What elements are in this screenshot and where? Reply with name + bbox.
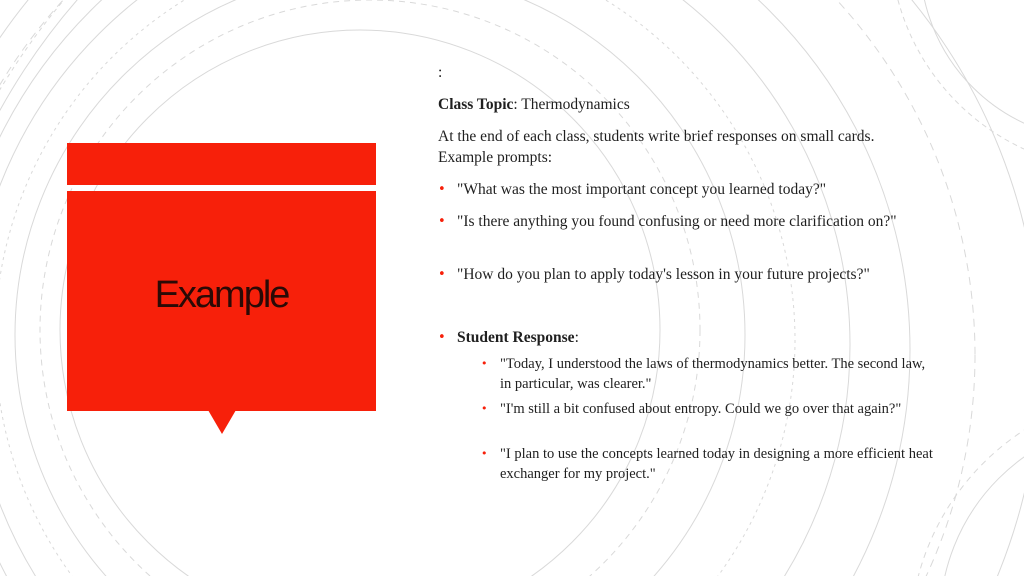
prompt-text: "How do you plan to apply today's lesson in your future projects?": [457, 266, 870, 283]
title-panel-pointer: [208, 410, 236, 434]
class-topic-value: Thermodynamics: [517, 96, 630, 113]
colon-mark: :: [438, 64, 443, 81]
accent-strip: [67, 143, 376, 185]
prompt-item: [438, 211, 937, 232]
bullet-icon: •: [481, 402, 488, 415]
class-topic-label: Class Topic: [438, 96, 514, 113]
prompt-text: "Is there anything you found confusing or need more clarification on?": [457, 213, 897, 230]
prompt-text: "What was the most important concept you learned today?": [457, 181, 827, 198]
bullet-icon: •: [438, 214, 446, 229]
bullet-icon: •: [438, 267, 446, 282]
student-response-separator: :: [574, 329, 579, 346]
student-response-heading: [438, 327, 967, 348]
bullet-icon: •: [438, 330, 446, 345]
bullet-icon: •: [481, 447, 488, 460]
bullet-icon: •: [438, 182, 446, 197]
slide-title: Example: [154, 274, 289, 316]
class-topic-separator: :: [513, 96, 518, 113]
prompt-item: [438, 179, 967, 200]
response-item: [481, 399, 925, 419]
intro-paragraph: At the end of each class, students write brief responses on small cards. Example prompts:: [438, 128, 875, 166]
prompt-item: [438, 264, 967, 285]
response-text: "Today, I understood the laws of thermodynamics better. The second law, in particular, was clearer.": [500, 356, 926, 392]
class-topic-line: [438, 94, 630, 115]
student-response-label: Student Response: [457, 329, 575, 346]
response-item: [481, 354, 940, 394]
bullet-icon: •: [481, 357, 488, 370]
response-text: "I plan to use the concepts learned today in designing a more efficient heat exchanger for my project.": [500, 446, 933, 482]
response-item: [481, 444, 940, 484]
response-text: "I'm still a bit confused about entropy. Could we go over that again?": [500, 401, 902, 417]
